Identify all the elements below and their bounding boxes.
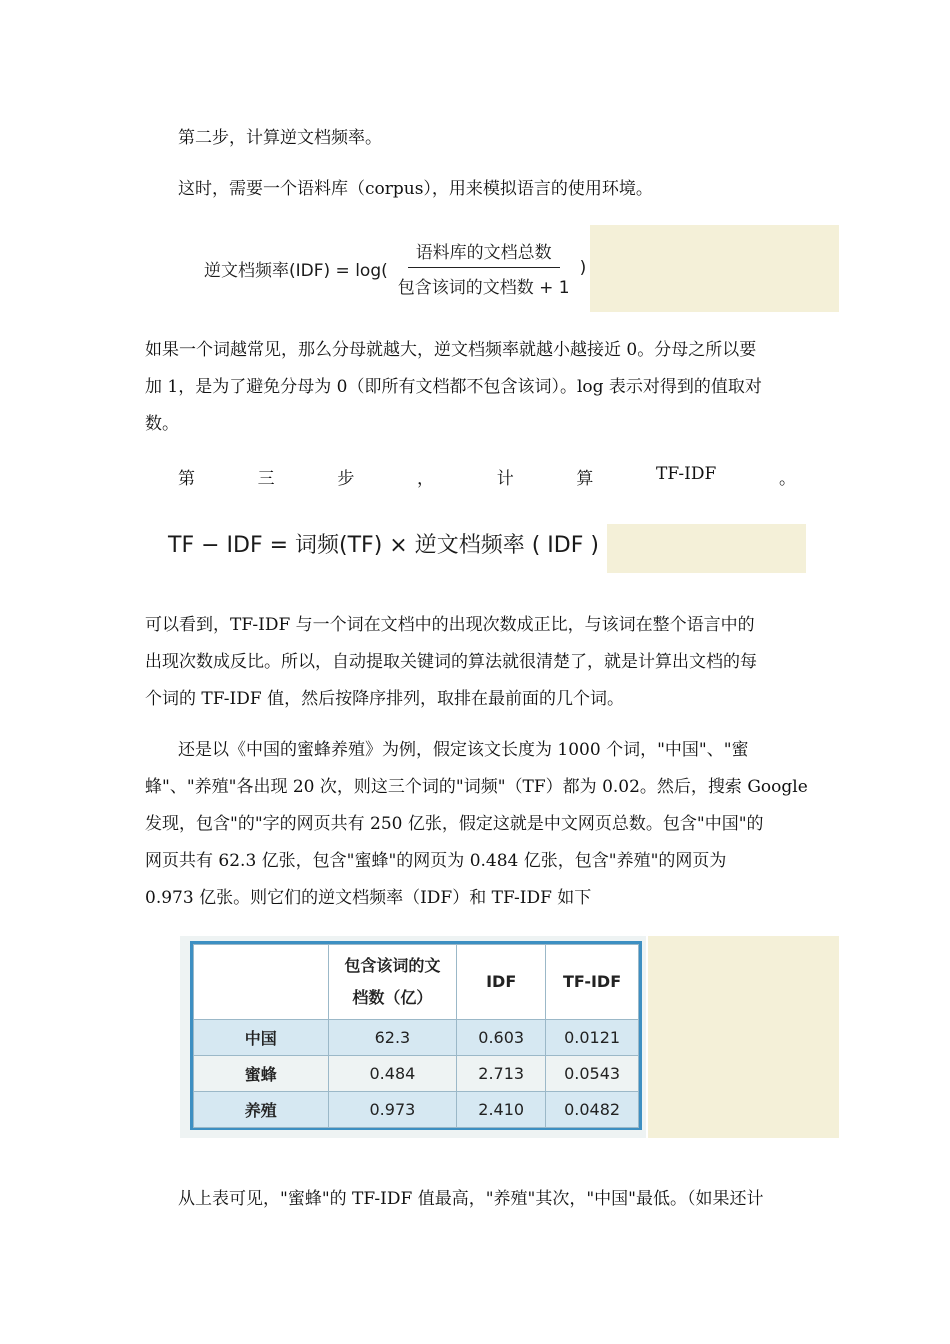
tfidf-table-frame	[190, 941, 642, 1130]
spread-token: 三	[257, 469, 275, 489]
table-header-row	[194, 945, 639, 1020]
table-cell-idf: 2.410	[457, 1092, 546, 1128]
paragraph-step2: 第二步，计算逆文档频率。	[178, 128, 382, 148]
text-line: 如果一个词越常见，那么分母就越大，逆文档频率就越小越接近 0。分母之所以要	[145, 340, 757, 360]
idf-formula-denominator: 包含该词的文档数 + 1	[397, 278, 570, 298]
idf-formula-numerator: 语料库的文档总数	[408, 238, 560, 268]
text-line: 出现次数成反比。所以，自动提取关键词的算法就很清楚了，就是计算出文档的每	[145, 652, 757, 672]
text-line: 网页共有 62.3 亿张，包含"蜜蜂"的网页为 0.484 亿张，包含"养殖"的网页为	[145, 851, 727, 871]
text-line: 0.973 亿张。则它们的逆文档频率（IDF）和 TF-IDF 如下	[145, 888, 592, 908]
table-row	[194, 1092, 639, 1128]
text-line: 还是以《中国的蜜蜂养殖》为例，假定该文长度为 1000 个词，"中国"、"蜜	[178, 740, 749, 760]
table-cell-word: 养殖	[194, 1092, 329, 1128]
text-line: 加 1，是为了避免分母为 0（即所有文档都不包含该词）。log 表示对得到的值取对	[145, 377, 762, 397]
table-cell-docs: 0.973	[328, 1092, 457, 1128]
paragraph-idf-explain	[145, 332, 762, 443]
table-cell-tfidf: 0.0482	[546, 1092, 639, 1128]
table-header-tfidf: TF-IDF	[546, 945, 639, 1020]
spread-token: 第	[178, 469, 195, 489]
spread-token: TF-IDF	[656, 464, 717, 484]
idf-formula-rhs: )	[579, 258, 587, 278]
text-line: 个词的 TF-IDF 值，然后按降序排列，取排在最前面的几个词。	[145, 689, 625, 709]
tfidf-table	[193, 944, 639, 1128]
paragraph-tfidf-explain	[145, 607, 757, 718]
beige-box-3	[648, 936, 839, 1138]
table-cell-idf: 2.713	[457, 1056, 546, 1092]
table-cell-tfidf: 0.0121	[546, 1020, 639, 1056]
header-line: 档数（亿）	[352, 988, 433, 1007]
table-cell-docs: 0.484	[328, 1056, 457, 1092]
paragraph-step3	[178, 464, 796, 489]
spread-token: ，	[417, 469, 435, 489]
spread-token: 步	[337, 469, 355, 489]
paragraph-conclusion: 从上表可见，"蜜蜂"的 TF-IDF 值最高，"养殖"其次，"中国"最低。（如果还计	[178, 1189, 764, 1209]
table-row	[194, 1056, 639, 1092]
beige-box-1	[590, 225, 839, 312]
table-cell-idf: 0.603	[457, 1020, 546, 1056]
header-line: 包含该词的文	[344, 956, 441, 975]
idf-formula-lhs: 逆文档频率(IDF) = log(	[204, 260, 388, 281]
spread-token: 计	[496, 469, 514, 489]
idf-formula	[204, 233, 586, 303]
idf-formula-fraction	[390, 238, 578, 298]
text-line: 蜂"、"养殖"各出现 20 次，则这三个词的"词频"（TF）都为 0.02。然后，搜索 Google	[145, 777, 808, 797]
paragraph-corpus: 这时，需要一个语料库（corpus），用来模拟语言的使用环境。	[178, 179, 653, 199]
text-line: 数。	[145, 414, 179, 434]
table-cell-word: 蜜蜂	[194, 1056, 329, 1092]
table-cell-word: 中国	[194, 1020, 329, 1056]
text-line: 可以看到，TF-IDF 与一个词在文档中的出现次数成正比，与该词在整个语言中的	[145, 615, 755, 635]
paragraph-example	[145, 732, 808, 917]
tfidf-formula: TF − IDF = 词频(TF) × 逆文档频率 ( IDF )	[168, 533, 599, 558]
table-cell-docs: 62.3	[328, 1020, 457, 1056]
text-line: 发现，包含"的"字的网页共有 250 亿张，假定这就是中文网页总数。包含"中国"的	[145, 814, 764, 834]
spread-token: 算	[576, 469, 594, 489]
spread-token: 。	[778, 469, 796, 489]
table-header-docs	[328, 945, 457, 1020]
table-header-cell	[194, 945, 329, 1020]
table-header-idf: IDF	[457, 945, 546, 1020]
table-cell-tfidf: 0.0543	[546, 1056, 639, 1092]
table-row	[194, 1020, 639, 1056]
beige-box-2	[607, 524, 806, 573]
